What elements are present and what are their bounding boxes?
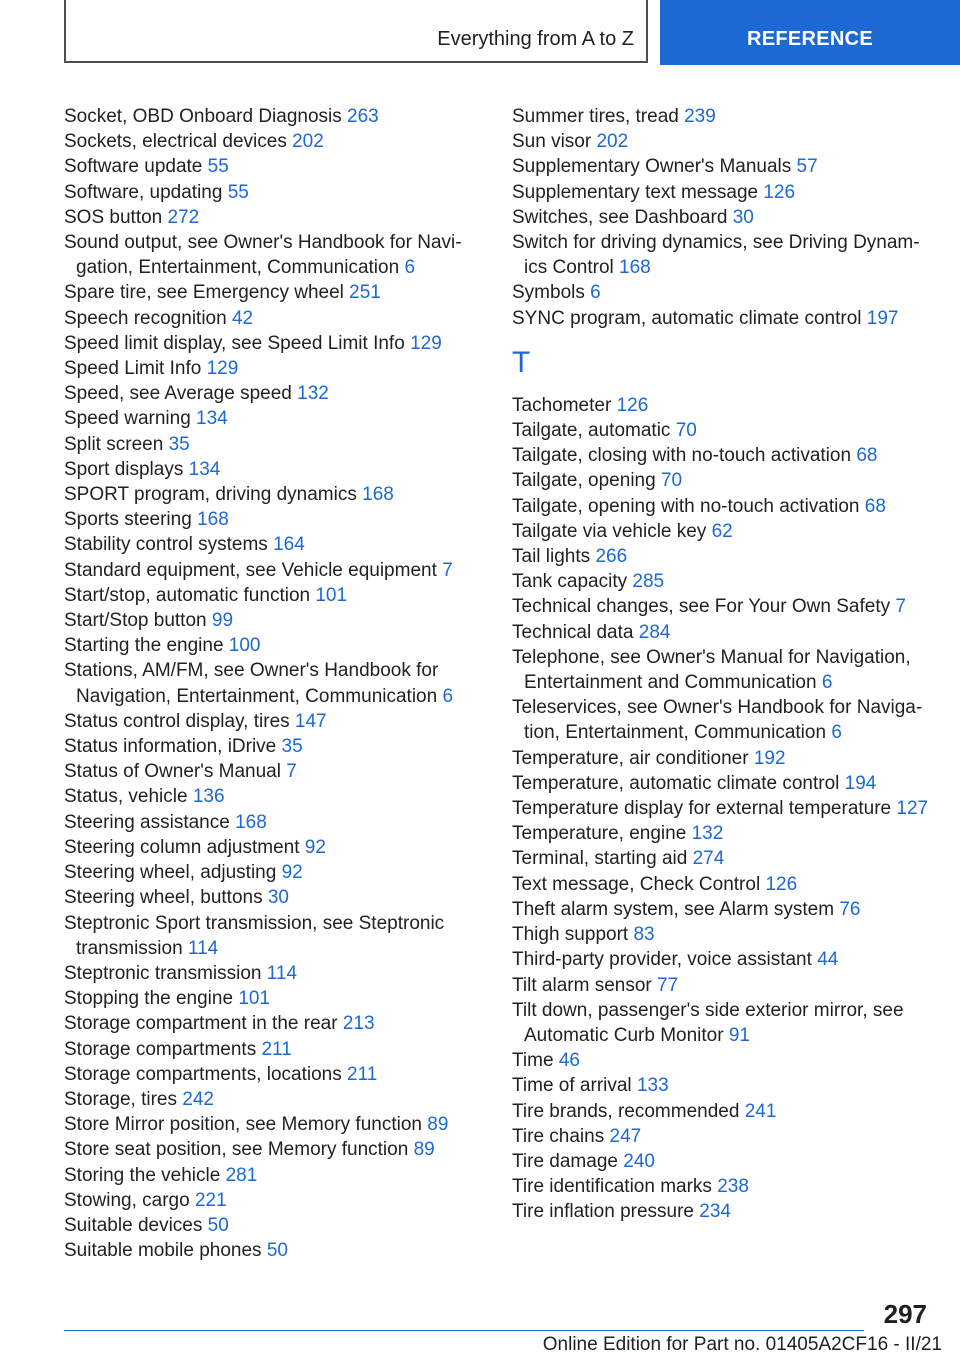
page-reference-link[interactable]: 99: [211, 610, 234, 632]
footer-divider: [64, 1330, 864, 1331]
index-entry: [64, 810, 504, 835]
index-entry-term: Supplementary text message: [512, 181, 759, 203]
index-entry-term: Terminal, starting aid: [512, 848, 688, 870]
index-entry-term: Start/stop, automatic function: [64, 584, 311, 606]
index-entry: [64, 356, 504, 381]
index-entry-term: Steering wheel, adjusting: [64, 862, 277, 884]
index-entry-term: Storage compartments: [64, 1038, 257, 1060]
page-reference-link[interactable]: 50: [266, 1240, 288, 1262]
index-entry-term: Software, updating: [64, 181, 223, 203]
page-reference-link[interactable]: 242: [182, 1088, 214, 1110]
index-entry: [64, 180, 504, 205]
index-entry-term: Summer tires, tread: [512, 106, 679, 127]
index-entry: [512, 569, 932, 594]
index-entry-term: Tank capacity: [512, 571, 628, 593]
page-reference-link[interactable]: 6: [821, 672, 833, 694]
page-reference-link[interactable]: 274: [692, 848, 725, 870]
page-reference-link[interactable]: 192: [753, 747, 786, 769]
index-column-right: [512, 104, 932, 1225]
index-entry: [512, 205, 932, 230]
index-entry: [512, 998, 932, 1048]
index-entry-term: Tire damage: [512, 1150, 618, 1172]
index-entry: [64, 406, 504, 431]
page-reference-link[interactable]: 168: [197, 509, 229, 531]
index-entry: [64, 911, 504, 961]
page-reference-link[interactable]: 35: [168, 433, 190, 455]
index-entry-term: Stations, AM/FM, see Owner's Handbook for Navigation, Entertainment, Communication: [64, 660, 439, 707]
page-reference-link[interactable]: 7: [895, 596, 906, 618]
index-entry-term: Tailgate, opening with no-touch activation: [512, 495, 860, 517]
index-entry: [512, 1124, 932, 1149]
index-entry-term: Temperature display for external temperature: [512, 798, 892, 820]
index-entry-term: Tailgate, opening: [512, 470, 656, 492]
footer-edition: Online Edition for Part no. 01405A2CF16 - II/21: [542, 1334, 942, 1355]
page-reference-link[interactable]: 42: [231, 307, 254, 329]
index-entry: [64, 1163, 504, 1188]
index-entry-term: Store seat position, see Memory function: [64, 1139, 409, 1161]
page-reference-link[interactable]: 134: [188, 458, 221, 480]
page-reference-link[interactable]: 284: [638, 621, 671, 643]
index-entry-term: Technical data: [512, 621, 634, 643]
page-reference-link[interactable]: 234: [699, 1201, 731, 1223]
index-entry: [64, 658, 504, 708]
index-entry: [512, 519, 932, 544]
index-entry: [512, 594, 932, 619]
index-entry-term: Stopping the engine: [64, 988, 234, 1010]
index-entry: [64, 558, 504, 583]
page-reference-link[interactable]: 263: [347, 106, 379, 127]
index-entry-term: Storage compartments, locations: [64, 1063, 342, 1085]
page-reference-link[interactable]: 83: [633, 924, 655, 946]
page-reference-link[interactable]: 50: [207, 1214, 229, 1236]
index-entry-term: Storage compartment in the rear: [64, 1013, 338, 1035]
page-reference-link[interactable]: 136: [192, 786, 225, 808]
page-reference-link[interactable]: 7: [286, 761, 297, 783]
index-entry-term: Suitable mobile phones: [64, 1240, 262, 1262]
index-entry: [512, 494, 932, 519]
page-reference-link[interactable]: 55: [207, 156, 229, 178]
index-entry-term: Temperature, engine: [512, 823, 687, 845]
index-entry: [512, 645, 932, 695]
index-entry-term: Sun visor: [512, 131, 592, 153]
index-entry: [64, 1112, 504, 1137]
index-entry-term: Speed, see Average speed: [64, 383, 292, 405]
index-entry: [512, 695, 932, 745]
index-entry-term: Status information, iDrive: [64, 736, 277, 758]
page-reference-link[interactable]: 202: [292, 131, 324, 153]
index-entry: [512, 796, 932, 821]
index-entry-term: Stowing, cargo: [64, 1189, 190, 1211]
index-entry: [512, 393, 932, 418]
page-reference-link[interactable]: 213: [342, 1013, 375, 1035]
page-reference-link[interactable]: 7: [442, 559, 453, 581]
page-reference-link[interactable]: 44: [817, 949, 839, 971]
page-reference-link[interactable]: 127: [896, 798, 929, 820]
index-entry-term: Split screen: [64, 433, 164, 455]
index-entry: [512, 973, 932, 998]
index-entry-term: Technical changes, see For Your Own Safety: [512, 596, 891, 618]
index-entry: [64, 1137, 504, 1162]
index-entry: [512, 280, 932, 305]
page-reference-link[interactable]: 76: [839, 898, 861, 920]
page-reference-link[interactable]: 240: [623, 1150, 655, 1172]
index-column-left: [64, 104, 504, 1263]
index-entry-term: Temperature, air conditioner: [512, 747, 749, 769]
index-entry-term: Switches, see Dashboard: [512, 206, 728, 228]
index-entry: [512, 544, 932, 569]
index-entry-term: Spare tire, see Emergency wheel: [64, 282, 344, 304]
page-reference-link[interactable]: 126: [765, 873, 798, 895]
page-reference-link[interactable]: 147: [294, 710, 327, 732]
index-entry: [512, 418, 932, 443]
index-entry: [512, 306, 932, 331]
page-reference-link[interactable]: 197: [866, 307, 899, 329]
index-entry: [64, 331, 504, 356]
index-entry-term: Steptronic Sport transmission, see Steptronic transmission: [64, 912, 445, 959]
index-entry: [64, 759, 504, 784]
index-entry: [512, 129, 932, 154]
index-entry-term: Tilt down, passenger's side exterior mirror, see Automatic Curb Monitor: [512, 999, 904, 1046]
page-reference-link[interactable]: 6: [442, 685, 454, 707]
index-entry: [64, 633, 504, 658]
index-entry-term: SYNC program, automatic climate control: [512, 307, 862, 329]
index-entry: [64, 885, 504, 910]
page-reference-link[interactable]: 247: [609, 1125, 642, 1147]
index-entry-term: Socket, OBD Onboard Diagnosis: [64, 106, 342, 127]
page-reference-link[interactable]: 6: [404, 257, 416, 279]
page-reference-link[interactable]: 126: [763, 181, 796, 203]
page-reference-link[interactable]: 57: [796, 156, 818, 178]
index-entry-term: Time: [512, 1050, 554, 1072]
page-reference-link[interactable]: 68: [856, 445, 878, 467]
index-entry-term: Suitable devices: [64, 1214, 203, 1236]
index-entry-term: Sports steering: [64, 509, 192, 531]
index-entry-term: Third-party provider, voice assistant: [512, 949, 812, 971]
index-entry-term: Steering wheel, buttons: [64, 887, 263, 909]
index-entry: [512, 468, 932, 493]
page-reference-link[interactable]: 92: [304, 836, 326, 858]
index-entry: [512, 443, 932, 468]
reference-tab[interactable]: [660, 0, 960, 65]
index-entry: [64, 1011, 504, 1036]
index-entry: [512, 1099, 932, 1124]
page-reference-link[interactable]: 251: [349, 282, 381, 304]
index-entry-term: Sport displays: [64, 458, 184, 480]
page-reference-link[interactable]: 92: [281, 862, 303, 884]
index-entry: [512, 1073, 932, 1098]
index-entry-term: Time of arrival: [512, 1075, 632, 1097]
index-entry-term: Teleservices, see Owner's Handbook for Navigation, Entertainment, Communication: [512, 697, 923, 744]
index-entry-term: Tire identification marks: [512, 1176, 712, 1198]
index-entry-term: Tailgate, automatic: [512, 420, 671, 442]
page-reference-link[interactable]: 30: [732, 206, 754, 228]
page-reference-link[interactable]: 202: [596, 131, 629, 153]
index-entry-term: Tire brands, recommended: [512, 1100, 740, 1122]
index-entry-term: Status of Owner's Manual: [64, 761, 281, 783]
page-reference-link[interactable]: 126: [616, 394, 649, 416]
section-letter-heading: T: [512, 345, 531, 379]
index-entry-term: Start/Stop button: [64, 610, 207, 632]
index-entry-term: Steering column adjustment: [64, 836, 300, 858]
index-entry: [64, 457, 504, 482]
page-header: [0, 0, 960, 66]
index-entry-term: Status control display, tires: [64, 710, 290, 732]
section-title: Everything from A to Z: [437, 28, 634, 50]
index-entry-term: Steptronic transmission: [64, 962, 262, 984]
index-entry: [64, 381, 504, 406]
page-reference-link[interactable]: 281: [225, 1164, 258, 1186]
page-reference-link[interactable]: 129: [206, 358, 239, 380]
index-entry-term: Stability control systems: [64, 534, 268, 556]
index-entry: [64, 608, 504, 633]
page-reference-link[interactable]: 168: [362, 484, 394, 506]
index-entry-term: Software update: [64, 156, 203, 178]
page-reference-link[interactable]: 91: [728, 1024, 750, 1046]
index-entry: [64, 734, 504, 759]
page-reference-link[interactable]: 70: [660, 470, 683, 492]
page-reference-link[interactable]: 35: [281, 736, 303, 758]
index-entry: [512, 1048, 932, 1073]
index-entry-term: Sockets, electrical devices: [64, 131, 287, 153]
index-entry: [512, 154, 932, 179]
index-entry-term: Sound output, see Owner's Handbook for Navigation, Entertainment, Communication: [64, 232, 462, 279]
index-entry: [512, 230, 932, 280]
index-entry: [64, 835, 504, 860]
page-reference-link[interactable]: 6: [831, 722, 842, 744]
page-reference-link[interactable]: 101: [315, 584, 348, 606]
index-entry-term: SPORT program, driving dynamics: [64, 484, 357, 506]
index-entry: [64, 507, 504, 532]
index-entry-term: Supplementary Owner's Manuals: [512, 156, 792, 178]
index-entry-term: Temperature, automatic climate control: [512, 772, 840, 794]
index-entry: [512, 1174, 932, 1199]
index-entry: [512, 1199, 932, 1224]
page-reference-link[interactable]: 266: [595, 546, 628, 568]
index-entry-term: Storing the vehicle: [64, 1164, 221, 1186]
page-reference-link[interactable]: 194: [844, 772, 877, 794]
index-entry: [64, 432, 504, 457]
index-entry: [512, 746, 932, 771]
index-entry: [512, 771, 932, 796]
page-reference-link[interactable]: 62: [711, 520, 733, 542]
index-entry-term: SOS button: [64, 206, 163, 228]
index-entry-term: Store Mirror position, see Memory function: [64, 1114, 422, 1136]
index-entry-term: Storage, tires: [64, 1088, 177, 1110]
index-entry-term: Switch for driving dynamics, see Driving Dynamics Control: [512, 232, 920, 279]
index-entry: [64, 784, 504, 809]
index-entry-term: Starting the engine: [64, 635, 224, 657]
page-reference-link[interactable]: 241: [744, 1100, 777, 1122]
index-entry-term: Tailgate via vehicle key: [512, 520, 707, 542]
page-reference-link[interactable]: 168: [619, 257, 651, 279]
index-entry: [64, 154, 504, 179]
index-entry-term: Tachometer: [512, 394, 612, 416]
index-entry-term: Symbols: [512, 282, 585, 304]
index-entry: [512, 180, 932, 205]
index-entry: [64, 709, 504, 734]
page-reference-link[interactable]: 89: [413, 1139, 435, 1161]
index-entry: [64, 129, 504, 154]
index-entry-term: Speed Limit Info: [64, 358, 202, 380]
page-reference-link[interactable]: 70: [675, 420, 697, 442]
index-entry: [64, 482, 504, 507]
index-entry: [64, 986, 504, 1011]
page-reference-link[interactable]: 221: [194, 1189, 227, 1211]
index-entry-term: Standard equipment, see Vehicle equipment: [64, 559, 437, 581]
page-reference-link[interactable]: 133: [636, 1075, 669, 1097]
header-section-box: [64, 0, 648, 63]
page-reference-link[interactable]: 168: [235, 811, 267, 833]
page-reference-link[interactable]: 46: [558, 1050, 580, 1072]
index-entry: [64, 230, 504, 280]
page-reference-link[interactable]: 77: [657, 974, 679, 996]
index-entry: [64, 1062, 504, 1087]
index-entry: [512, 872, 932, 897]
page-reference-link[interactable]: 238: [717, 1176, 749, 1198]
page-reference-link[interactable]: 55: [227, 181, 249, 203]
index-entry-term: Steering assistance: [64, 811, 230, 833]
index-entry: [512, 620, 932, 645]
page-reference-link[interactable]: 101: [238, 988, 271, 1010]
index-entry: [64, 1037, 504, 1062]
page-reference-link[interactable]: 30: [267, 887, 289, 909]
index-entry-term: Speech recognition: [64, 307, 227, 329]
index-entry: [512, 104, 932, 129]
index-entry: [64, 860, 504, 885]
index-entry: [64, 583, 504, 608]
page-reference-link[interactable]: 100: [228, 635, 261, 657]
index-entry: [64, 1087, 504, 1112]
index-entry: [64, 1188, 504, 1213]
reference-tab-label: REFERENCE: [746, 28, 874, 50]
page-number: 297: [883, 1299, 927, 1329]
page-reference-link[interactable]: 114: [266, 962, 298, 984]
index-entry-term: Text message, Check Control: [512, 873, 761, 895]
index-entry: [512, 897, 932, 922]
index-entry-term: Status, vehicle: [64, 786, 188, 808]
page-reference-link[interactable]: 164: [273, 534, 305, 556]
page-reference-link[interactable]: 239: [684, 106, 716, 127]
index-entry-term: Tailgate, closing with no-touch activation: [512, 445, 852, 467]
index-entry-term: Telephone, see Owner's Manual for Navigation, Entertainment and Communication: [512, 646, 911, 694]
index-entry-term: Speed warning: [64, 408, 191, 430]
index-group-s-continued: [512, 104, 932, 331]
index-entry: [64, 961, 504, 986]
page-reference-link[interactable]: 6: [590, 282, 601, 304]
index-entry: [64, 205, 504, 230]
index-entry: [64, 532, 504, 557]
index-entry: [512, 922, 932, 947]
index-entry-term: Speed limit display, see Speed Limit Info: [64, 332, 405, 354]
index-entry: [512, 846, 932, 871]
page-reference-link[interactable]: 129: [410, 332, 442, 354]
index-entry: [64, 1213, 504, 1238]
index-entry: [64, 280, 504, 305]
index-entry: [512, 821, 932, 846]
index-entry-term: Tire chains: [512, 1125, 605, 1147]
index-entry-term: Tilt alarm sensor: [512, 974, 652, 996]
index-entry-term: Thigh support: [512, 924, 629, 946]
index-entry: [64, 104, 504, 129]
index-group-t: [512, 393, 932, 1225]
page-reference-link[interactable]: 114: [187, 937, 219, 959]
index-entry: [512, 1149, 932, 1174]
index-entry: [512, 947, 932, 972]
index-entry-term: Theft alarm system, see Alarm system: [512, 898, 835, 920]
index-entry-term: Tire inflation pressure: [512, 1201, 694, 1223]
index-entry: [64, 1238, 504, 1263]
index-entry-term: Tail lights: [512, 546, 591, 568]
page-reference-link[interactable]: 68: [864, 495, 886, 517]
page-reference-link[interactable]: 132: [691, 823, 724, 845]
page-reference-link[interactable]: 211: [347, 1063, 378, 1085]
page-reference-link[interactable]: 134: [196, 408, 228, 430]
page-reference-link[interactable]: 132: [297, 383, 329, 405]
index-entry: [64, 306, 504, 331]
page-reference-link[interactable]: 89: [427, 1114, 449, 1136]
page-reference-link[interactable]: 272: [167, 206, 200, 228]
page-reference-link[interactable]: 211: [261, 1038, 292, 1060]
page-reference-link[interactable]: 285: [632, 571, 665, 593]
